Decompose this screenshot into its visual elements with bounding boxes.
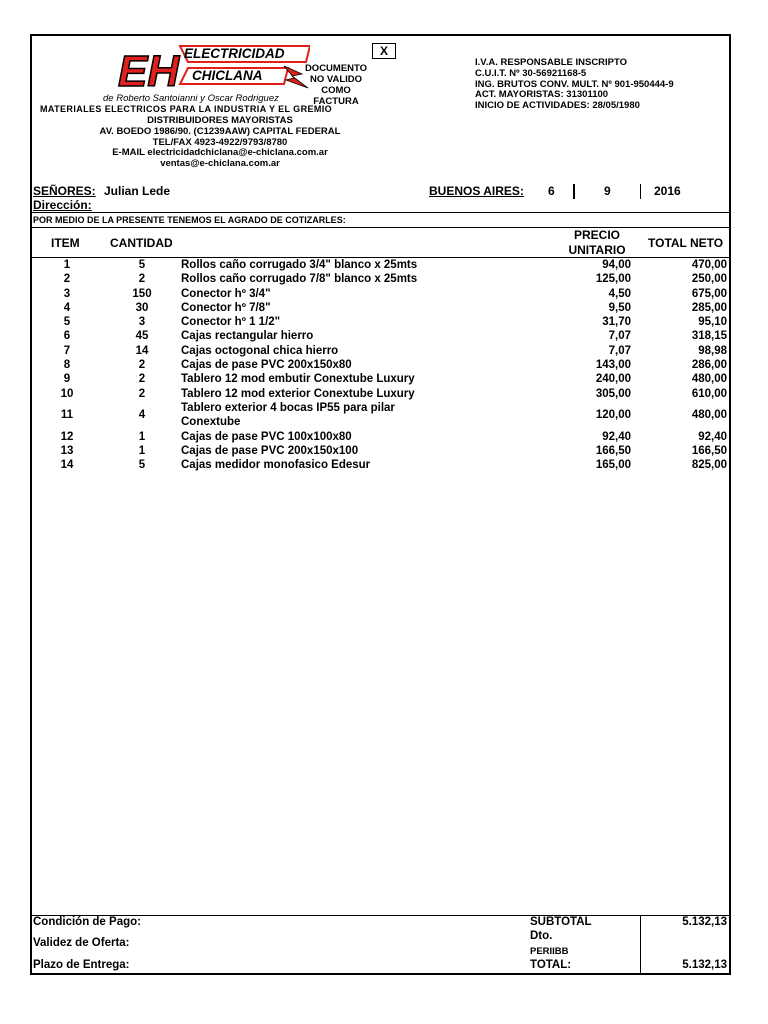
table-row xyxy=(31,301,731,315)
col-item: ITEM xyxy=(51,236,80,250)
item-description: Tablero 12 mod exterior Conextube Luxury xyxy=(181,387,415,400)
item-quantity: 4 xyxy=(138,409,146,422)
intro-text: POR MEDIO DE LA PRESENTE TENEMOS EL AGRADO DE COTIZARLES: xyxy=(33,215,346,225)
item-number: 10 xyxy=(60,387,74,400)
table-row xyxy=(31,387,731,401)
subtotal-label: SUBTOTAL xyxy=(530,916,592,928)
date-separator xyxy=(573,184,575,199)
item-net-total: 480,00 xyxy=(691,373,727,386)
table-row xyxy=(31,430,731,444)
col-qty: CANTIDAD xyxy=(110,236,173,250)
company-address xyxy=(48,116,392,170)
table-row xyxy=(31,315,731,329)
item-description: Conector hº 7/8" xyxy=(181,301,271,314)
table-row xyxy=(31,358,731,372)
tax-line: C.U.I.T. Nº 30-56921168-5 xyxy=(475,67,587,79)
item-number: 13 xyxy=(60,444,74,457)
quote-frame xyxy=(30,34,731,975)
item-description: Cajas medidor monofasico Edesur xyxy=(181,459,371,472)
total-value: 5.132,13 xyxy=(682,959,727,971)
item-unit-price: 92,40 xyxy=(602,430,631,443)
address-line: DISTRIBUIDORES MAYORISTAS xyxy=(147,115,293,126)
item-unit-price: 9,50 xyxy=(608,301,631,314)
item-unit-price: 240,00 xyxy=(595,373,631,386)
logo-initials: EH xyxy=(118,47,180,94)
item-description: Cajas de pase PVC 200x150x80 xyxy=(181,359,352,372)
table-row xyxy=(31,258,731,272)
logo-owners: de Roberto Santoianni y Oscar Rodriguez xyxy=(103,93,279,104)
payment-label: Condición de Pago: xyxy=(33,916,141,928)
item-net-total: 675,00 xyxy=(691,287,727,300)
item-unit-price: 166,50 xyxy=(595,444,631,457)
document-mark-box: X xyxy=(372,43,396,59)
client-name: Julian Lede xyxy=(104,184,171,198)
item-description: Conector hº 3/4" xyxy=(181,287,271,300)
item-quantity: 2 xyxy=(138,373,146,386)
item-net-total: 825,00 xyxy=(691,459,727,472)
item-description: Rollos caño corrugado 7/8" blanco x 25mts xyxy=(181,273,418,286)
item-unit-price: 120,00 xyxy=(595,409,631,422)
item-quantity: 3 xyxy=(138,316,146,329)
item-net-total: 318,15 xyxy=(691,330,727,343)
tax-line: I.V.A. RESPONSABLE INSCRIPTO xyxy=(475,57,628,68)
address-line: AV. BOEDO 1986/90. (C1239AAW) CAPITAL FEDERAL xyxy=(99,125,341,137)
note-line: DOCUMENTO xyxy=(304,63,368,74)
address-line: E-MAIL electricidadchiclana@e-chiclana.com.ar xyxy=(112,147,328,159)
item-number: 11 xyxy=(60,409,74,422)
table-row xyxy=(31,329,731,343)
item-quantity: 14 xyxy=(135,344,149,357)
divider xyxy=(31,212,731,213)
item-net-total: 92,40 xyxy=(698,430,727,443)
item-quantity: 1 xyxy=(138,444,146,457)
item-number: 4 xyxy=(63,301,71,314)
item-quantity: 150 xyxy=(132,287,152,300)
item-unit-price: 7,07 xyxy=(608,330,631,343)
item-description: Tablero exterior 4 bocas IP55 para pilar Conextube xyxy=(181,401,395,429)
document-not-valid-note xyxy=(296,63,376,107)
note-line: FACTURA xyxy=(313,96,359,107)
col-net: TOTAL NETO xyxy=(648,236,724,250)
total-label: TOTAL: xyxy=(530,959,572,971)
item-number: 1 xyxy=(63,259,71,271)
item-number: 14 xyxy=(60,459,74,472)
table-row xyxy=(31,272,731,286)
table-row xyxy=(31,401,731,430)
item-quantity: 5 xyxy=(138,259,146,271)
item-description: Cajas octogonal chica hierro xyxy=(181,344,339,357)
address-label: Dirección: xyxy=(33,198,92,212)
client-label: SEÑORES: xyxy=(33,184,96,198)
item-quantity: 2 xyxy=(138,273,146,286)
item-number: 2 xyxy=(63,273,71,286)
tax-line: ACT. MAYORISTAS: 31301100 xyxy=(475,89,609,101)
item-unit-price: 31,70 xyxy=(602,316,631,329)
item-number: 3 xyxy=(63,287,71,300)
logo-graphic xyxy=(88,44,310,94)
items-table xyxy=(31,258,731,472)
table-row xyxy=(31,344,731,358)
city-label: BUENOS AIRES: xyxy=(429,184,524,198)
delivery-label: Plazo de Entrega: xyxy=(33,959,130,971)
item-net-total: 285,00 xyxy=(691,301,727,314)
item-quantity: 1 xyxy=(138,430,146,443)
date-separator xyxy=(640,184,641,199)
item-number: 7 xyxy=(63,344,71,357)
date-year: 2016 xyxy=(654,184,681,198)
item-quantity: 2 xyxy=(138,387,146,400)
item-unit-price: 165,00 xyxy=(595,459,631,472)
logo-tagline: MATERIALES ELECTRICOS PARA LA INDUSTRIA Y EL GREMIO xyxy=(40,104,333,114)
note-line: COMO xyxy=(321,85,351,96)
item-number: 6 xyxy=(63,330,71,343)
item-description: Cajas rectangular hierro xyxy=(181,330,314,343)
item-unit-price: 143,00 xyxy=(595,359,631,372)
logo-line2: CHICLANA xyxy=(192,68,263,83)
table-row xyxy=(31,287,731,301)
item-number: 8 xyxy=(63,359,71,372)
item-net-total: 95,10 xyxy=(698,316,727,329)
item-number: 12 xyxy=(60,430,74,443)
item-unit-price: 94,00 xyxy=(602,259,631,271)
item-net-total: 470,00 xyxy=(691,259,727,271)
item-net-total: 610,00 xyxy=(691,387,727,400)
note-line: NO VALIDO xyxy=(309,74,363,85)
table-row xyxy=(31,372,731,386)
table-row xyxy=(31,458,731,472)
validity-label: Validez de Oferta: xyxy=(33,937,130,949)
item-description: Cajas de pase PVC 100x100x80 xyxy=(181,430,352,443)
tax-line: ING. BRUTOS CONV. MULT. Nº 901-950444-9 xyxy=(475,78,674,90)
item-description: Cajas de pase PVC 200x150x100 xyxy=(181,444,359,457)
item-quantity: 2 xyxy=(138,359,146,372)
table-row xyxy=(31,444,731,458)
item-unit-price: 125,00 xyxy=(595,273,631,286)
item-description: Tablero 12 mod embutir Conextube Luxury xyxy=(181,373,415,386)
logo-line1: ELECTRICIDAD xyxy=(184,46,285,61)
col-unit-price-line1: PRECIO xyxy=(573,228,620,242)
item-quantity: 45 xyxy=(135,330,149,343)
footer-column-separator xyxy=(640,915,641,974)
perception-label: PERIIBB xyxy=(530,946,569,957)
item-description: Conector hº 1 1/2" xyxy=(181,316,281,329)
col-unit-price-line2: UNITARIO xyxy=(568,243,626,257)
date-day: 6 xyxy=(548,184,555,198)
item-net-total: 98,98 xyxy=(698,344,727,357)
item-net-total: 286,00 xyxy=(691,359,727,372)
item-number: 9 xyxy=(63,373,71,386)
item-quantity: 30 xyxy=(135,301,149,314)
item-net-total: 166,50 xyxy=(691,444,727,457)
item-description: Rollos caño corrugado 3/4" blanco x 25mts xyxy=(181,259,418,271)
col-unit-price xyxy=(560,228,634,258)
tax-info xyxy=(475,58,674,112)
item-unit-price: 305,00 xyxy=(595,387,631,400)
address-line: TEL/FAX 4923-4922/9793/8780 xyxy=(152,136,288,148)
item-net-total: 250,00 xyxy=(691,273,727,286)
subtotal-value: 5.132,13 xyxy=(682,916,727,928)
date-month: 9 xyxy=(604,184,611,198)
item-unit-price: 7,07 xyxy=(608,344,631,357)
discount-label: Dto. xyxy=(530,930,553,942)
tax-line: INICIO DE ACTIVIDADES: 28/05/1980 xyxy=(475,100,640,112)
item-quantity: 5 xyxy=(138,459,146,472)
item-unit-price: 4,50 xyxy=(608,287,631,300)
item-net-total: 480,00 xyxy=(691,409,727,422)
item-number: 5 xyxy=(63,316,71,329)
address-line: ventas@e-chiclana.com.ar xyxy=(160,158,280,170)
